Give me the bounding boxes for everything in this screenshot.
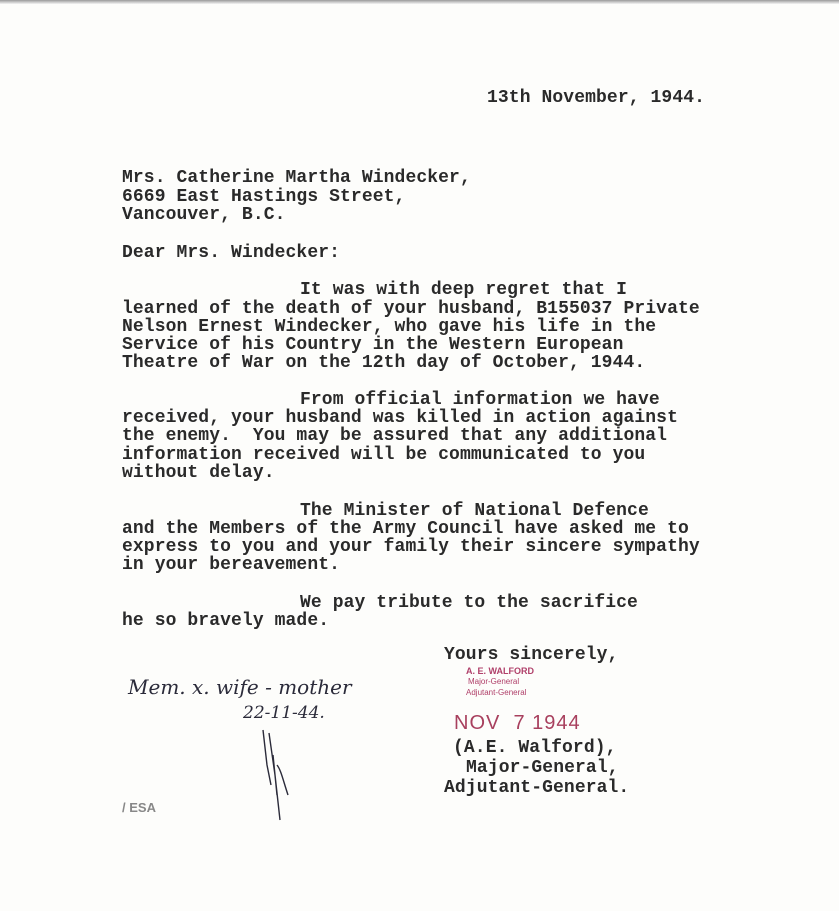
page-top-edge [0,0,839,4]
name-stamp-line: Major-General [468,677,520,686]
signature-line: Adjutant-General. [444,778,630,798]
body-line: From official information we have [300,390,660,410]
body-line: the enemy. You may be assured that any additional [122,426,668,446]
signature-line: (A.E. Walford), [453,738,617,758]
reference-initials: / ESA [122,800,156,815]
handwritten-date: 22-11-44. [243,703,325,723]
body-line: information received will be communicated to you [122,445,646,465]
body-line: Theatre of War on the 12th day of October, 1944. [122,353,646,373]
address-line: 6669 East Hastings Street, [122,187,406,207]
salutation: Dear Mrs. Windecker: [122,243,341,263]
body-line: without delay. [122,463,275,483]
body-line: and the Members of the Army Council have asked me to [122,519,689,539]
body-line: We pay tribute to the sacrifice [300,593,638,613]
body-line: in your bereavement. [122,555,341,575]
body-line: learned of the death of your husband, B155037 Private [122,299,700,319]
body-line: Service of his Country in the Western European [122,335,624,355]
body-line: he so bravely made. [122,611,330,631]
handwritten-note: Mem. x. wife - mother [128,675,352,699]
body-line: received, your husband was killed in action against [122,408,678,428]
signature-line: Major-General, [466,758,619,778]
letter-date: 13th November, 1944. [487,88,706,108]
name-stamp-line: Adjutant-General [466,688,527,697]
body-line: It was with deep regret that I [300,280,628,300]
handwritten-initials-mark [255,725,305,825]
date-stamp: NOV 7 1944 [454,712,581,734]
address-line: Mrs. Catherine Martha Windecker, [122,168,471,188]
closing: Yours sincerely, [444,645,619,665]
address-line: Vancouver, B.C. [122,205,286,225]
body-line: Nelson Ernest Windecker, who gave his life in the [122,317,657,337]
body-line: express to you and your family their sincere sympathy [122,537,700,557]
name-stamp-line: A. E. WALFORD [466,666,534,676]
body-line: The Minister of National Defence [300,501,649,521]
